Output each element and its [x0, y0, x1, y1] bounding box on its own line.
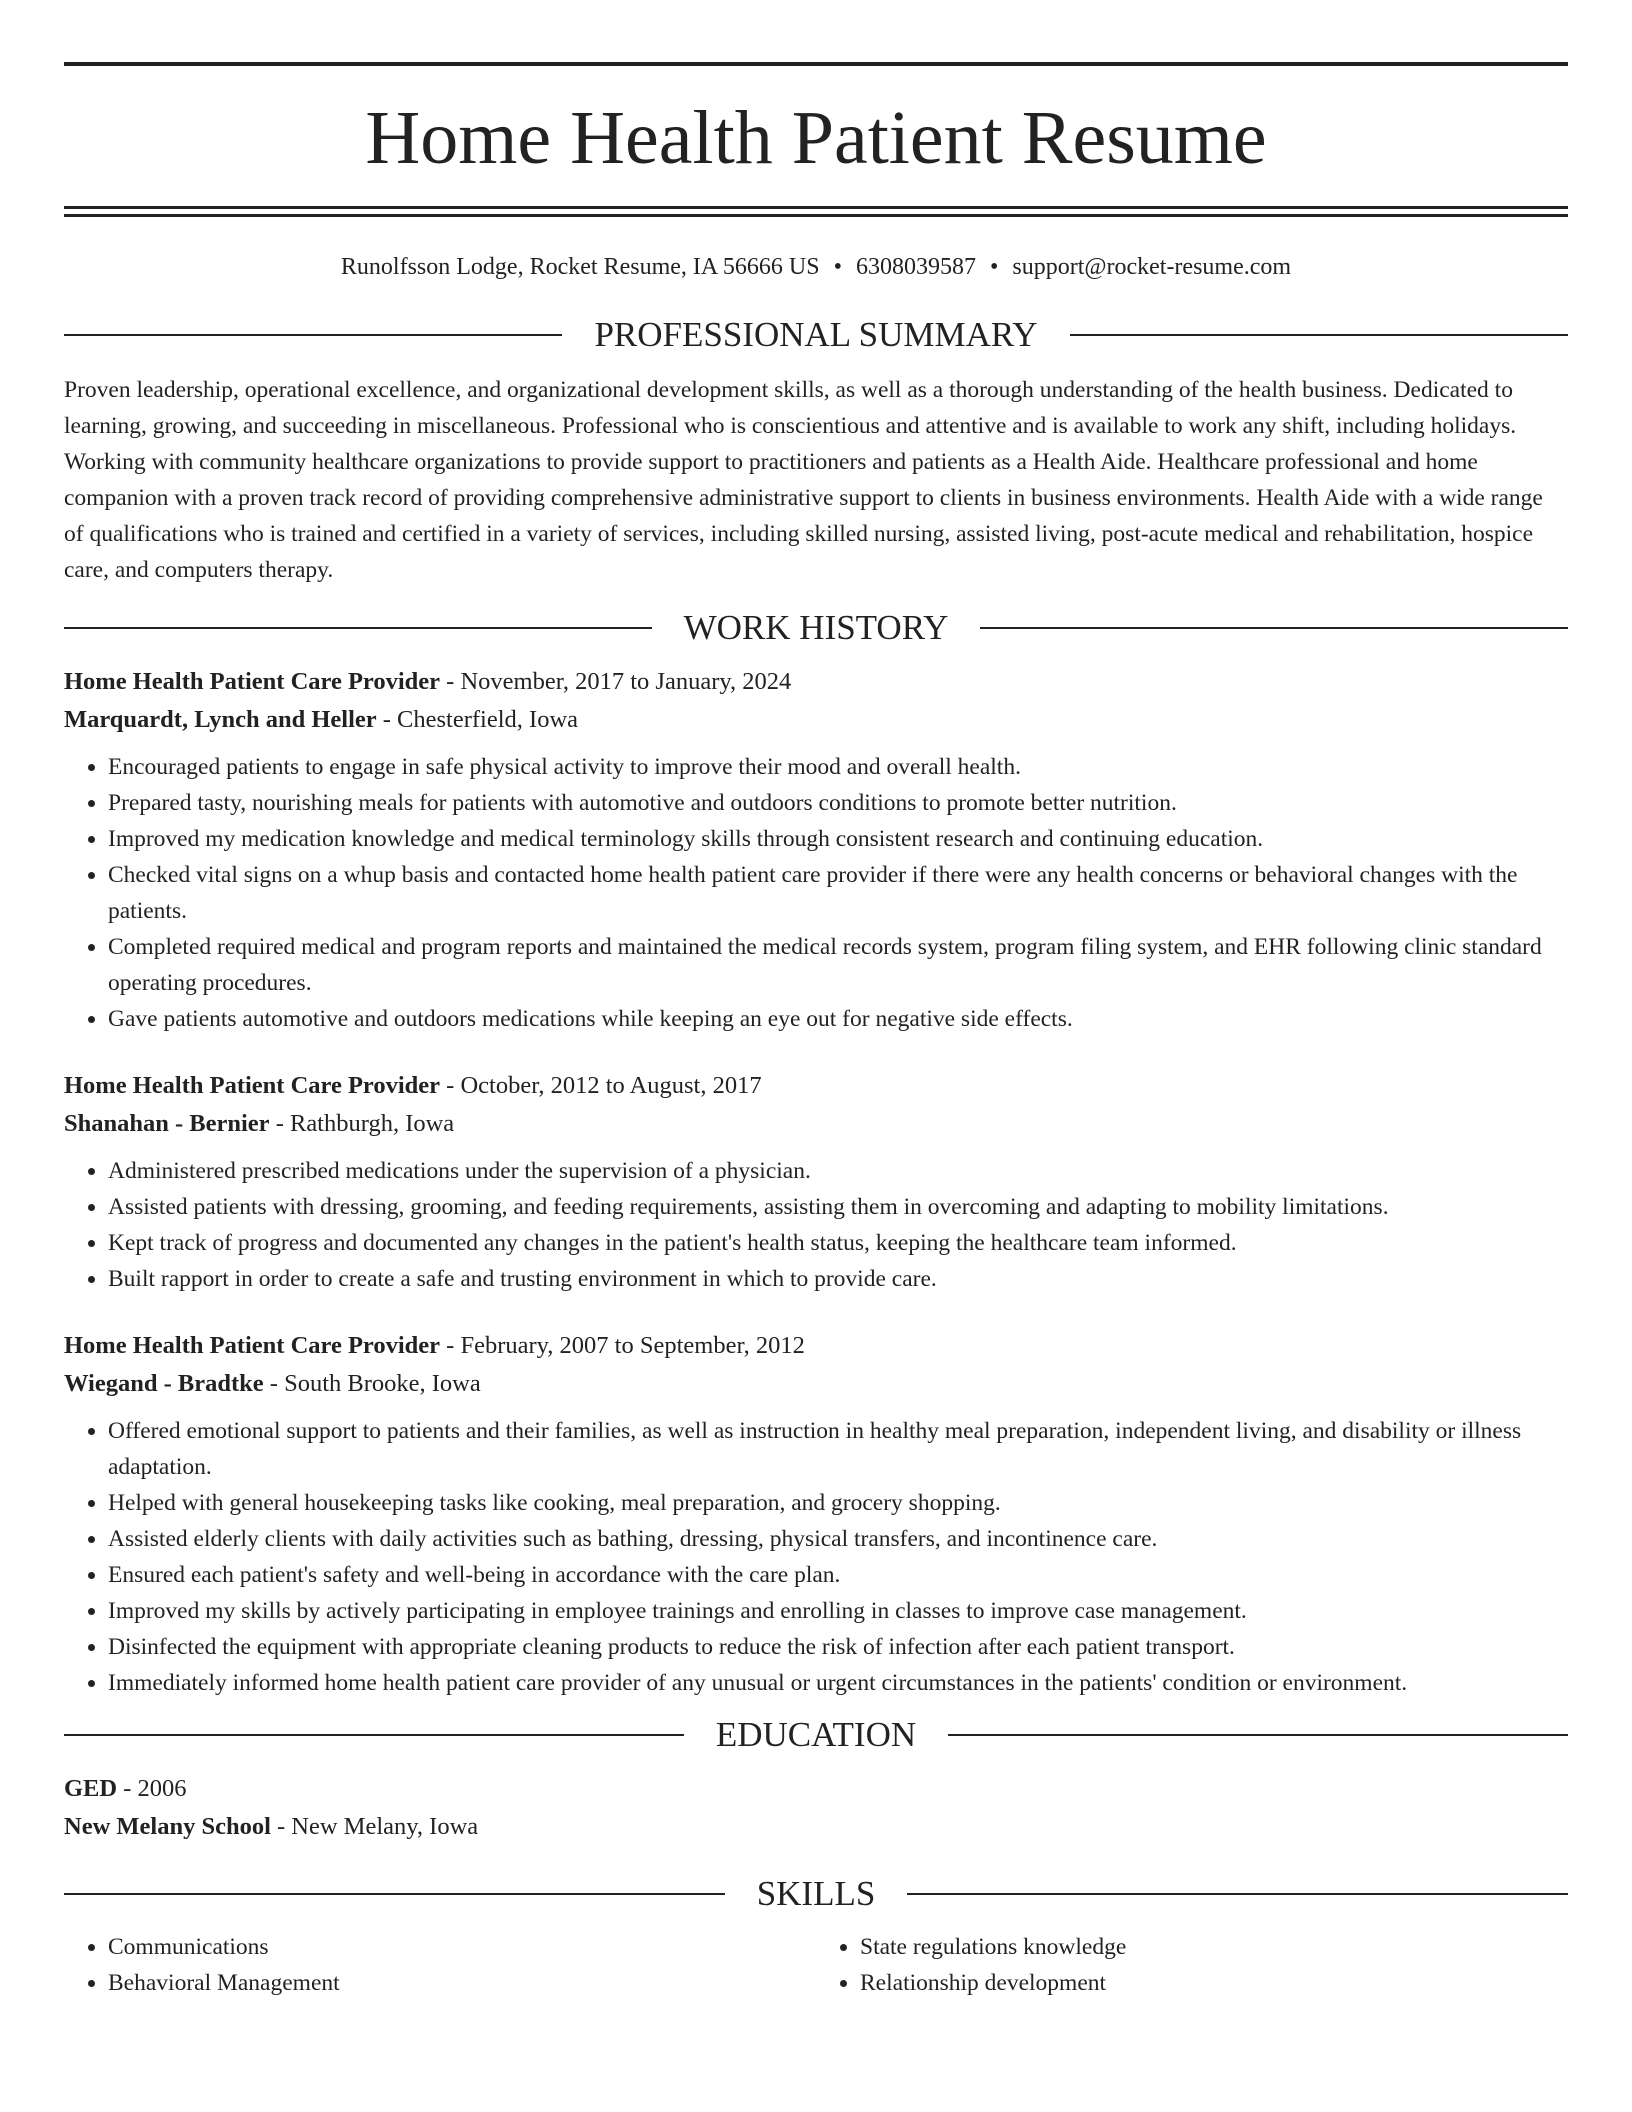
company-location: - South Brooke, Iowa	[263, 1370, 481, 1397]
job-title-line	[64, 663, 1568, 701]
heading-rule-left	[64, 1893, 725, 1895]
job-bullet: • Offered emotional support to patients and their families, as well as instruction in healthy meal preparation, independent living, and disability or illness adaptation.	[108, 1413, 1568, 1485]
job-bullet: • Administered prescribed medications under the supervision of a physician.	[108, 1153, 1568, 1189]
contact-separator: •	[833, 254, 842, 280]
job-entry	[64, 1327, 1568, 1701]
job-bullet: • Encouraged patients to engage in safe physical activity to improve their mood and overall health.	[108, 749, 1568, 785]
company-line	[64, 1365, 1568, 1403]
skills-column-left	[64, 1929, 816, 2001]
company-name: Wiegand - Bradtke	[64, 1370, 264, 1397]
skill-item: • Behavioral Management	[108, 1965, 816, 2001]
school-name: New Melany School	[64, 1813, 271, 1840]
job-bullet: • Improved my medication knowledge and medical terminology skills through consistent research and continuing education.	[108, 821, 1568, 857]
job-bullet: • Immediately informed home health patient care provider of any unusual or urgent circumstances in the patients' condition or environment.	[108, 1665, 1568, 1701]
skill-item: • State regulations knowledge	[860, 1929, 1568, 1965]
contact-separator: •	[989, 254, 999, 280]
company-location: - Rathburgh, Iowa	[269, 1110, 455, 1137]
company-name: Shanahan - Bernier	[64, 1110, 270, 1137]
skills-heading-label: SKILLS	[756, 1874, 876, 1913]
job-title-line	[64, 1327, 1568, 1365]
contact-address: Runolfsson Lodge, Rocket Resume, IA 56666 US	[340, 254, 820, 280]
skill-item: • Relationship development	[860, 1965, 1568, 2001]
summary-text: Proven leadership, operational excellence, and organizational development skills, as well as a thorough understanding of the health business. Dedicated to learning, growing, and succeeding in miscellaneous. Professional who is conscientious and attentive and is available to work any shift, including holidays. Working with community healthcare organizations to provide support to practitioners and patients as a Health Aide. Healthcare professional and home companion with a proven track record of providing comprehensive administrative support to clients in business environments. Health Aide with a wide range of qualifications who is trained and certified in a variety of services, including skilled nursing, assisted living, post-acute medical and rehabilitation, hospice care, and computers therapy.	[64, 377, 1543, 583]
job-bullet: • Helped with general housekeeping tasks like cooking, meal preparation, and grocery shopping.	[108, 1485, 1568, 1521]
heading-rule-right	[907, 1893, 1568, 1895]
heading-rule-right	[948, 1734, 1568, 1736]
job-title: Home Health Patient Care Provider	[64, 1332, 441, 1359]
job-bullet: • Ensured each patient's safety and well-being in accordance with the care plan.	[108, 1557, 1568, 1593]
job-title-line	[64, 1067, 1568, 1105]
skills-grid	[64, 1929, 1568, 2001]
skills-column-right	[816, 1929, 1568, 2001]
job-entry	[64, 1067, 1568, 1297]
job-title: Home Health Patient Care Provider	[64, 668, 441, 695]
contact-email[interactable]: support@rocket-resume.com	[1012, 254, 1292, 280]
degree-year: - 2006	[117, 1775, 187, 1802]
company-line	[64, 701, 1568, 739]
company-name: Marquardt, Lynch and Heller	[64, 706, 377, 733]
education-heading-label: EDUCATION	[715, 1715, 917, 1754]
job-bullet: • Gave patients automotive and outdoors medications while keeping an eye out for negative side effects.	[108, 1001, 1568, 1037]
education-entry	[64, 1770, 1568, 1846]
work-heading-label: WORK HISTORY	[683, 608, 949, 647]
degree-name: GED	[64, 1775, 118, 1802]
contact-phone: 6308039587	[855, 254, 976, 280]
job-bullets	[64, 1153, 1568, 1297]
job-bullet: • Assisted elderly clients with daily activities such as bathing, dressing, physical transfers, and incontinence care.	[108, 1521, 1568, 1557]
education-section-heading	[64, 1717, 1568, 1752]
job-bullet: • Kept track of progress and documented any changes in the patient's health status, keeping the healthcare team informed.	[108, 1225, 1568, 1261]
heading-rule-right	[1070, 334, 1568, 336]
job-bullets	[64, 749, 1568, 1037]
summary-section-heading	[64, 317, 1568, 352]
job-dates: - February, 2007 to September, 2012	[440, 1332, 805, 1359]
job-dates: - November, 2017 to January, 2024	[440, 668, 792, 695]
company-location: - Chesterfield, Iowa	[376, 706, 579, 733]
heading-rule-left	[64, 627, 652, 629]
job-bullet: • Improved my skills by actively participating in employee trainings and enrolling in classes to improve case management.	[108, 1593, 1568, 1629]
heading-rule-left	[64, 1734, 684, 1736]
degree-line	[64, 1770, 1568, 1808]
heading-rule-left	[64, 334, 562, 336]
job-bullet: • Checked vital signs on a whup basis and contacted home health patient care provider if there were any health concerns or behavioral changes with the patients.	[108, 857, 1568, 929]
job-bullet: • Built rapport in order to create a safe and trusting environment in which to provide care.	[108, 1261, 1568, 1297]
title-double-rule	[64, 206, 1568, 217]
job-bullets	[64, 1413, 1568, 1701]
company-line	[64, 1105, 1568, 1143]
contact-line	[64, 255, 1568, 279]
job-dates: - October, 2012 to August, 2017	[440, 1072, 762, 1099]
job-bullet: • Completed required medical and program reports and maintained the medical records system, program filing system, and EHR following clinic standard operating procedures.	[108, 929, 1568, 1001]
resume-title: Home Health Patient Resume	[365, 96, 1267, 180]
top-rule	[64, 62, 1568, 66]
school-line	[64, 1808, 1568, 1846]
work-section-heading	[64, 610, 1568, 645]
job-bullet: • Prepared tasty, nourishing meals for patients with automotive and outdoors conditions to promote better nutrition.	[108, 785, 1568, 821]
summary-heading-label: PROFESSIONAL SUMMARY	[594, 315, 1038, 354]
job-bullet: • Assisted patients with dressing, grooming, and feeding requirements, assisting them in overcoming and adapting to mobility limitations.	[108, 1189, 1568, 1225]
skills-section-heading	[64, 1876, 1568, 1911]
skill-item: • Communications	[108, 1929, 816, 1965]
heading-rule-right	[980, 627, 1568, 629]
job-entry	[64, 663, 1568, 1037]
job-bullet: • Disinfected the equipment with appropriate cleaning products to reduce the risk of infection after each patient transport.	[108, 1629, 1568, 1665]
school-location: - New Melany, Iowa	[270, 1813, 479, 1840]
job-title: Home Health Patient Care Provider	[64, 1072, 441, 1099]
